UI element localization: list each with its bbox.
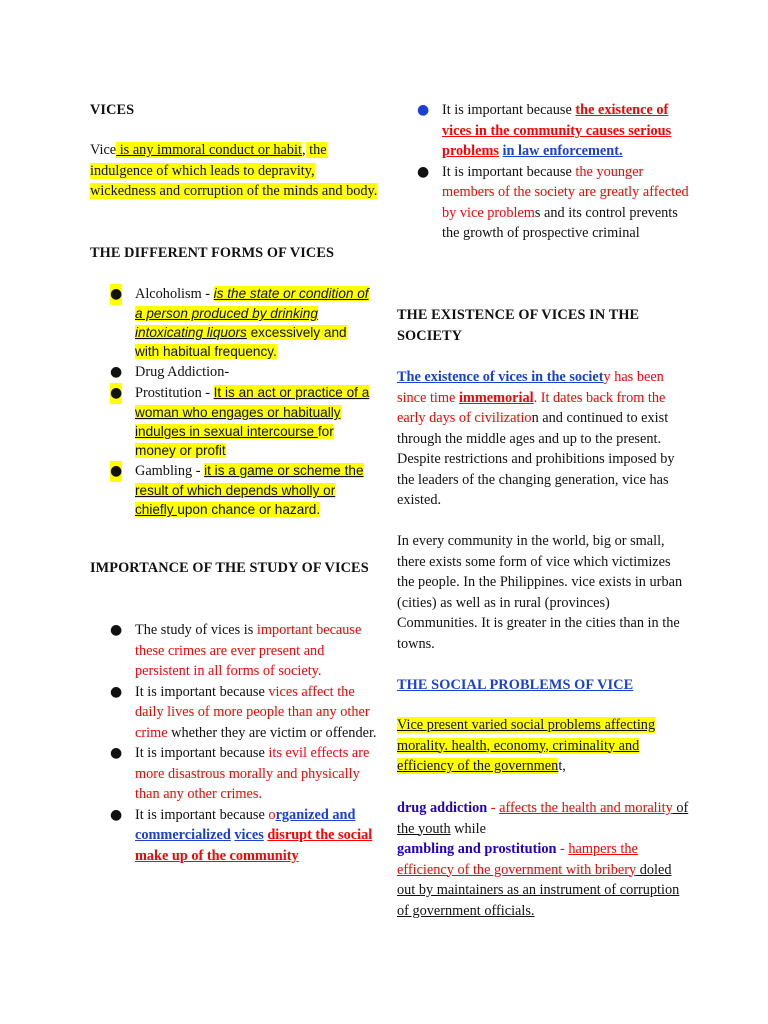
list-item: ● The study of vices is important because these crimes are ever present and persistent in all forms of society. <box>110 622 362 679</box>
bullet-icon: ● <box>110 745 123 761</box>
social-paragraph-2: drug addiction - affects the health and morality of the youth while gambling and prostitution - hampers the efficiency of the government with bribery doled out by maintainers as an instrument of corruption of government officials. <box>397 800 689 919</box>
bullet-icon: ● <box>417 163 430 180</box>
bullet-icon: ● <box>110 622 123 638</box>
importance-heading: IMPORTANCE OF THE STUDY OF VICES <box>90 560 369 576</box>
existence-paragraph-2: In every community in the world, big or small, there exists some form of vice which victimizes the people. In the Philippines. vice exists in urban (cities) as well as in rural (provinces) Communities. It is greater in the cities than in the towns. <box>397 533 683 652</box>
bullet-icon: ● <box>110 284 122 305</box>
vice-definition: Vice is any immoral conduct or habit, the indulgence of which leads to depravity, wickedness and corruption of the minds and body. <box>90 142 378 199</box>
existence-heading: THE EXISTENCE OF VICES IN THE SOCIETY <box>397 307 640 344</box>
list-item: ● It is important because organized and commercialized vices disrupt the social make up of the community <box>110 806 373 864</box>
list-item: ● It is important because the existence of vices in the community causes serious problems in law enforcement. <box>417 102 672 159</box>
bullet-icon: ● <box>417 102 430 118</box>
bullet-icon: ● <box>110 683 123 700</box>
list-item: ● It is important because its evil effects are more disastrous morally and physically than any other crimes. <box>110 745 370 802</box>
vices-title: VICES <box>90 102 135 118</box>
forms-heading: THE DIFFERENT FORMS OF VICES <box>90 245 335 261</box>
importance-list <box>90 620 380 866</box>
bullet-icon: ● <box>110 806 123 823</box>
bullet-icon: ● <box>110 383 122 404</box>
bullet-icon: ● <box>110 364 123 380</box>
importance-list-continued <box>397 100 689 244</box>
list-item: ● It is important because vices affect the daily lives of more people than any other crime whether they are victim or offender. <box>110 683 377 741</box>
list-item: ● It is important because the younger members of the society are greatly affected by vice problems and its control prevents the growth of prospective criminal <box>417 163 689 241</box>
list-item: ● Gambling - it is a game or scheme the result of which depends wholly or chiefly upon chance or hazard. <box>110 463 364 517</box>
forms-list <box>90 284 380 519</box>
social-problems-heading: THE SOCIAL PROBLEMS OF VICE <box>397 677 634 693</box>
bullet-icon: ● <box>110 461 122 482</box>
existence-paragraph-1: The existence of vices in the society has been since time immemorial. It dates back from the early days of civilization and continued to exist through the middle ages and up to the present. Despite restrictions and prohibitions imposed by the leaders of the changing generation, vice has existed. <box>397 369 675 508</box>
list-item: ● Alcoholism - is the state or condition of a person produced by drinking intoxicating liquors excessively and with habitual frequency. <box>110 286 369 359</box>
list-item: ● Drug Addiction- <box>90 362 372 382</box>
social-paragraph-1: Vice present varied social problems affecting morality. health, economy, criminality and efficiency of the government, <box>397 717 656 774</box>
list-item: ● Prostitution - It is an act or practice of a woman who engages or habitually indulges in sexual intercourse for money or profit <box>110 385 370 458</box>
